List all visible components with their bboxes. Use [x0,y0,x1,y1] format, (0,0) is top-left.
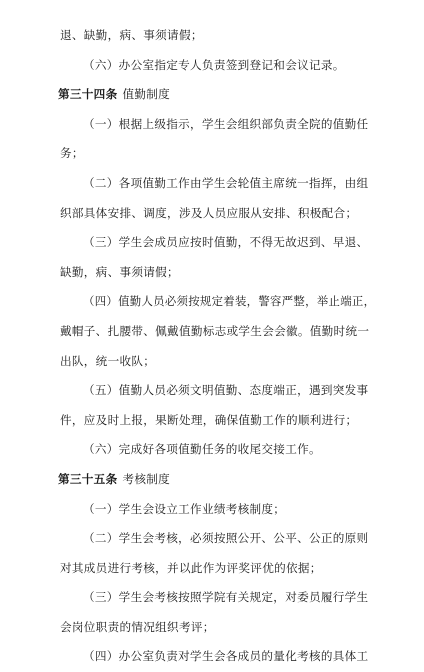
text-line: （六）办公室指定专人负责签到登记和会议记录。 [83,57,345,72]
text-line: 出队，统一收队； [60,353,156,368]
text-line: 缺勤，病、事须请假； [60,264,179,279]
text-line: （一）根据上级指示，学生会组织部负责全院的值勤任 [83,116,369,131]
text-line: 会岗位职责的情况组织考评； [60,619,215,634]
article-34-title: 值勤制度 [122,87,171,102]
article-35-heading [58,465,378,495]
text-line: （三）学生会考核按照学院有关规定，对委员履行学生 [83,590,369,605]
article-34-heading [58,80,378,110]
text-line: 退、缺勤，病、事须请假； [60,28,203,42]
text-line: （一）学生会设立工作业绩考核制度； [83,501,286,516]
text-line: （四）办公室负责对学生会各成员的量化考核的具体工 [83,649,369,664]
text-line: （六）完成好各项值勤任务的收尾交接工作。 [83,442,321,457]
text-line: 戴帽子、扎腰带、佩戴值勤标志或学生会会徽。值勤时统一 [60,323,370,338]
text-line: （二）学生会考核，必须按照公开、公平、公正的原则 [83,531,369,546]
text-line: 务； [60,146,84,161]
article-35-title: 考核制度 [122,471,171,486]
article-35-label: 第三十五条 [58,471,118,486]
text-line: （四）值勤人员必须按规定着装，警容严整，举止端正， [83,294,376,309]
text-line: 件，应及时上报，果断处理，确保值勤工作的顺利进行； [60,412,358,427]
text-line: （三）学生会成员应按时值勤，不得无故迟到、早退、 [83,235,369,250]
text-line: （二）各项值勤工作由学生会轮值主席统一指挥，由组 [83,175,369,190]
text-line: （五）值勤人员必须文明值勤、态度端正，遇到突发事 [83,383,369,398]
article-34-label: 第三十四条 [58,87,118,102]
text-line: 织部具体安排、调度，涉及人员应服从安排、积极配合； [60,205,358,220]
text-line: 对其成员进行考核，并以此作为评奖评优的依据； [60,560,322,575]
